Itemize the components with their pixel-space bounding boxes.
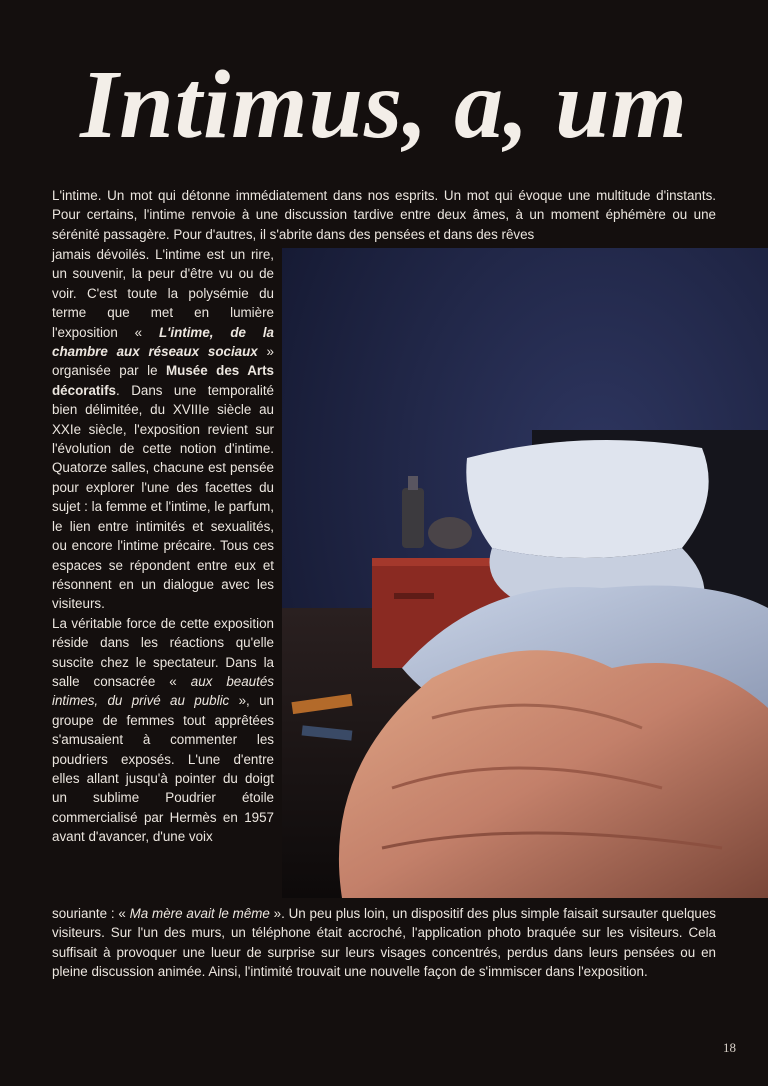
page-title: Intimus, a, um xyxy=(80,51,688,159)
closing-text-part: souriante : « xyxy=(52,906,130,921)
museum-name: Musée des Arts décoratifs xyxy=(52,363,275,398)
exhibition-title: L'intime, de la chambre aux réseaux sociaux xyxy=(52,324,274,360)
page-number: 18 xyxy=(723,1040,736,1055)
column-text-part: » organisée par le xyxy=(52,344,274,379)
closing-text-part: ». Un peu plus loin, un dispositif des plus simple faisait sursauter quelques visiteurs. Sur l'un des murs, un téléphone était accroché, l'application photo braquée sur les visiteurs. Cela suffisait à provoquer une lueur de surprise sur leurs visages concentrés, perdus dans leurs pensées ou en pleine discussion animée. Ainsi, l'intimité trouvait une nouvelle façon de s'immiscer dans l'exposition. xyxy=(52,906,716,980)
room-title: aux beautés intimes, du privé au public xyxy=(52,673,274,709)
column-text-part: . Dans une temporalité bien délimitée, du XVIIIe siècle au XXIe siècle, l'exposition revient sur l'évolution de cette notion d'intime. Quatorze salles, chacune est pensée pour explorer l'une des facettes du sujet : la femme et l'intime, le parfum, le lien entre intimités et sexualités, ou encore l'intime précaire. Tous ces espaces se répondent entre eux et résonnent en un dialogue avec les visiteurs. xyxy=(52,382,274,612)
bedroom-photo xyxy=(282,248,768,898)
intro-paragraph: L'intime. Un mot qui détonne immédiatement dans nos esprits. Un mot qui évoque une multitude d'instants. Pour certains, l'intime renvoie à une discussion tardive entre deux âmes, à un moment éphémère ou une sérénité passagère. Pour d'autres, il s'abrite dans des pensées et dans des rêves xyxy=(52,188,716,242)
column-text-part: », un groupe de femmes tout apprêtées s'amusaient à commenter les poudriers exposés. L'une d'entre elles allant jusqu'à pointer du doigt un sublime Poudrier étoile commercialisé par Hermès en 1957 avant d'avancer, d'une voix xyxy=(52,693,274,845)
column-text-part: jamais dévoilés. L'intime est un rire, un souvenir, la peur d'être vu ou de voir. C'est toute la polysémie du terme que met en lumière l'exposition « xyxy=(52,247,274,340)
column-text-part: La véritable force de cette exposition réside dans les réactions qu'elle suscite chez le spectateur. Dans la salle consacrée « xyxy=(52,615,274,689)
quote: Ma mère avait le même xyxy=(129,906,270,921)
closing-paragraph xyxy=(52,904,716,982)
column-text xyxy=(52,245,274,847)
